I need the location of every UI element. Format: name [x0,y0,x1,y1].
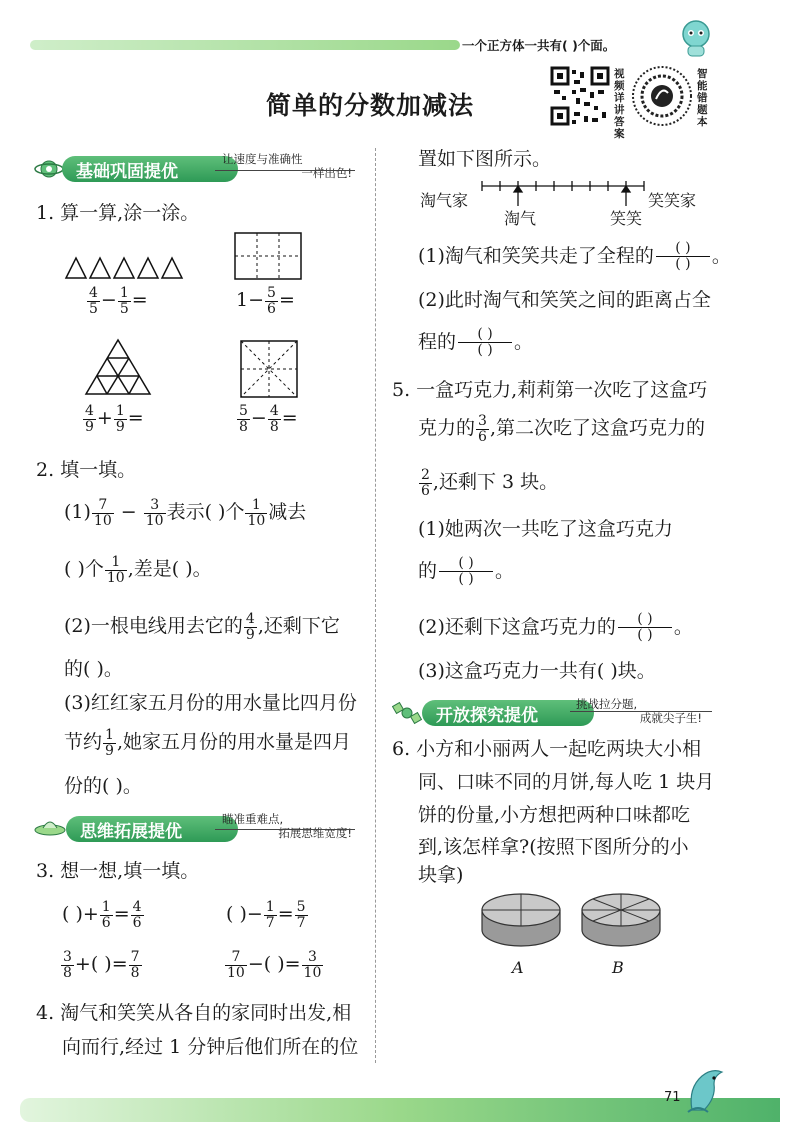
fraction: $\frac{3}{8}$ [63,949,72,981]
fraction: $\frac{3}{10}$ [303,949,322,981]
section-header-basic [62,156,238,182]
answer-fraction-blank[interactable]: ( ) ( ) [656,241,710,273]
text: 表示( )个 [166,501,245,524]
fraction: $\frac{5}{8}$ [239,403,248,435]
q4-line2: 向而行,经过 1 分钟后他们所在的位 [62,1036,359,1058]
header-rule [570,711,712,712]
text: 减去 [268,501,307,524]
q3-title: 3. 想一想,填一填。 [36,860,200,882]
page-title: 简单的分数加减法 [266,91,475,120]
section-label: 开放探究提优 [436,705,538,726]
position-label-xiaoxiao: 笑笑 [610,209,643,228]
page-number: 71 [664,1090,681,1105]
triangle-grid-figure [84,338,152,396]
text: 。 [673,615,693,638]
mascot-icon [678,18,714,58]
q2-part2-line1 [64,612,340,642]
satellite-icon [392,700,422,726]
note-line: 瞄准重难点, [222,812,284,826]
fraction: $\frac{1}{7}$ [265,899,275,931]
q5-sub1-line1: (1)她两次一共吃了这盒巧克力 [418,518,673,540]
q5-sub1-line2 [418,556,514,588]
text: ,还剩下它 [257,615,340,638]
q2-part3-line2 [64,728,351,758]
text: 节约 [64,731,103,754]
square-octant-figure [240,340,298,398]
equals: = [281,407,298,430]
text: ,第二次吃了这盒巧克力的 [489,417,705,440]
fraction: $\frac{7}{8}$ [130,949,140,981]
text: +( )= [74,953,128,976]
text: −( )= [247,953,301,976]
q5-line1: 5. 一盒巧克力,莉莉第一次吃了这盒巧 [392,379,708,401]
q1-expr-4 [236,404,298,434]
column-divider [375,148,376,1063]
operator: − [100,289,117,312]
fraction: $\frac{1}{6}$ [101,899,111,931]
section-label: 思维拓展提优 [80,821,182,842]
q1-expr-3 [82,404,144,434]
fraction: $\frac{5}{7}$ [296,899,306,931]
fraction: $\frac{4}{9}$ [85,403,94,435]
text: 。 [495,559,515,582]
text: (1)淘气和笑笑共走了全程的 [418,244,654,267]
text: (2)还剩下这盒巧克力的 [418,615,616,638]
mooncake-a-label: A [512,958,524,977]
part-label: (1) [64,501,91,524]
q6-line5: 块拿) [418,864,464,886]
q1-title: 1. 算一算,涂一涂。 [36,202,200,224]
home-label-taoqi: 淘气家 [420,191,469,210]
q4-line3: 置如下图所示。 [418,148,552,170]
text: 程的 [418,330,457,353]
header-rule [215,170,355,171]
fraction: $\frac{4}{8}$ [269,403,279,435]
text: 。 [514,330,534,353]
q4-sub2-line1: (2)此时淘气和笑笑之间的距离占全 [418,289,711,311]
fraction: $\frac{3}{10}$ [145,497,164,529]
q6-line1: 6. 小方和小丽两人一起吃两块大小相 [392,738,702,760]
mooncake-b-label: B [612,958,624,977]
note-line: 让速度与准确性 [222,152,303,166]
dolphin-icon [684,1064,728,1116]
fraction: $\frac{4}{6}$ [132,899,142,931]
equals: = [278,289,295,312]
q2-part2-line2: 的( )。 [64,658,123,680]
section-note-basic [222,152,352,181]
operator: + [96,407,113,430]
qr-caption-video: 视频详讲答案 [614,68,625,141]
top-note: 一个正方体一共有( )个面。 [462,38,616,53]
text: 。 [711,244,731,267]
q5-line2 [418,414,705,444]
text: 克力的 [418,417,476,440]
text: ,她家五月份的用水量是四月 [116,731,351,754]
text: ,差是( )。 [127,558,212,581]
top-band [30,40,460,50]
fraction: $\frac{1}{5}$ [119,285,129,317]
q5-sub2 [418,612,693,644]
q6-line2: 同、口味不同的月饼,每人吃 1 块月 [418,771,715,793]
position-label-taoqi: 淘气 [504,209,537,228]
q2-part3-line3: 份的( )。 [64,775,142,797]
section-note-expand [222,812,352,841]
rect-grid-figure [234,232,302,280]
q2-title: 2. 填一填。 [36,459,137,481]
text: ,还剩下 3 块。 [432,471,559,494]
triangles-figure [64,254,184,280]
fraction: $\frac{4}{9}$ [245,611,255,643]
note-line: 成就尖子生! [639,711,702,726]
fraction: $\frac{1}{10}$ [106,554,125,586]
section-header-open [422,700,594,726]
note-line: 挑战拉分题, [576,697,638,711]
text: (2)一根电线用去它的 [64,615,243,638]
note-line: 一样出色! [301,166,352,181]
minuend: 1− [236,289,265,312]
q4-sub1 [418,241,731,273]
q3-row1-left: ( )+ $\frac{1}{6}$ = $\frac{4}{6}$ [62,899,142,931]
q6-line4: 到,该怎样拿?(按照下图所分的小 [418,836,689,858]
home-label-xiaoxiao: 笑笑家 [648,191,697,210]
answer-fraction-blank[interactable]: ( ) ( ) [439,556,493,588]
fraction: $\frac{1}{9}$ [115,403,125,435]
note-line: 拓展思维宽度! [278,826,352,841]
q3-row1-right: ( )− $\frac{1}{7}$ = $\frac{5}{7}$ [226,899,306,931]
q3-row2-right [224,950,324,980]
q4-sub2-line2 [418,327,533,359]
operator: − [250,407,267,430]
text: ( )个 [64,558,104,581]
planet-icon [34,154,64,184]
text: 的 [418,559,438,582]
header-rule [215,829,355,830]
fraction: $\frac{4}{5}$ [89,285,98,317]
q4-line1: 4. 淘气和笑笑从各自的家同时出发,相 [36,1002,352,1024]
q2-part3-line1: (3)红红家五月份的用水量比四月份 [64,692,357,714]
q2-part1-line2 [64,555,212,585]
fraction: $\frac{3}{6}$ [478,413,487,445]
equals: = [127,407,144,430]
q2-part1-line1: (1) $\frac{7}{10}$ − $\frac{3}{10}$ 表示( )个 $\frac{1}{10}$ 减去 [64,497,307,529]
q6-line3: 饼的份量,小方想把两种口味都吃 [418,804,691,826]
q5-sub3: (3)这盒巧克力一共有( )块。 [418,660,656,682]
section-label: 基础巩固提优 [76,161,178,182]
fraction: $\frac{5}{6}$ [267,285,276,317]
fraction: $\frac{1}{9}$ [105,727,114,759]
wrong-book-qr-icon[interactable] [632,66,692,126]
fraction: $\frac{7}{10}$ [227,949,245,981]
qr-code-icon[interactable] [550,66,610,126]
qr-caption-mistakes: 智能错题本 [697,68,708,129]
fraction: $\frac{2}{6}$ [421,467,430,499]
section-header-expand [66,816,238,842]
q1-expr-2 [236,286,295,316]
q3-row2-left [60,950,143,980]
fraction: $\frac{7}{10}$ [93,497,112,529]
answer-fraction-blank[interactable]: ( ) ( ) [458,327,512,359]
answer-fraction-blank[interactable]: ( ) ( ) [618,612,672,644]
mooncake-b-figure [580,892,662,952]
mooncake-a-figure [480,892,562,952]
equals: = [131,289,148,312]
text: ( )− [226,903,263,926]
fraction: $\frac{1}{10}$ [247,497,266,529]
q1-expr-1 [86,286,148,316]
text: ( )+ [62,903,99,926]
ufo-icon [34,816,66,840]
q5-line3 [418,468,558,498]
